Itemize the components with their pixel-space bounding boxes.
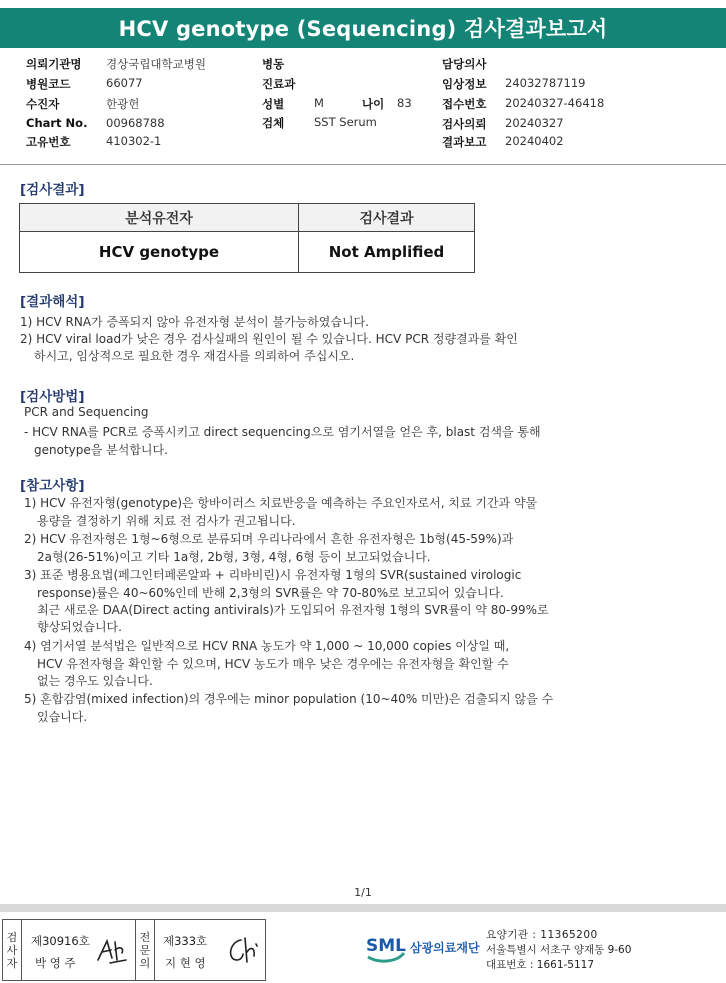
interpretation-line: 2) HCV viral load가 낮은 경우 검사실패의 원인이 될 수 있습니다. HCV PCR 정량결과를 확인 (20, 332, 518, 346)
header-label-specimen: 검체 (262, 116, 285, 130)
method-line: - HCV RNA를 PCR로 증폭시키고 direct sequencing으로 염기서열을 얻은 후, blast 검색을 통해 (24, 425, 541, 439)
reference-line: HCV 유전자형을 확인할 수 있으며, HCV 농도가 매우 낮은 경우에는 유전자형을 확인할 수 (37, 657, 509, 671)
reference-line: 2) HCV 유전자형은 1형~6형으로 분류되며 우리나라에서 흔한 유전자형은 1b형(45-59%)과 (24, 532, 514, 546)
page-number: 1/1 (354, 886, 372, 899)
reference-line: 용량을 결정하기 위해 치료 전 검사가 권고됩니다. (37, 514, 296, 528)
patient-info-header (0, 52, 726, 160)
specialist-label-text: 전 문 의 (139, 930, 151, 970)
reference-line: 3) 표준 병용요법(페그인터페론알파 + 리바비린)시 유전자형 1형의 SVR(sustained virologic (24, 568, 522, 582)
tester-name: 박 영 주 (35, 956, 76, 970)
reference-line: 최근 새로운 DAA(Direct acting antivirals)가 도입되어 유전자형 1형의 SVR률이 약 80-99%로 (37, 603, 549, 617)
reference-line: 없는 경우도 있습니다. (37, 674, 153, 688)
signature-box (2, 919, 266, 981)
header-label-request-date: 검사의뢰 (442, 117, 487, 131)
reference-line: 4) 염기서열 분석법은 일반적으로 HCV RNA 농도가 약 1,000 ~ 10,000 copies 이상일 때, (24, 639, 510, 653)
tester-signature (95, 936, 129, 966)
header-label-age: 나이 (362, 97, 385, 111)
address: 서울특별시 서초구 양재동 9-60 (486, 944, 632, 956)
tester-label-text: 검 사 자 (6, 930, 18, 970)
reference-line: 5) 혼합감염(mixed infection)의 경우에는 minor population (10~40% 미만)은 검출되지 않을 수 (24, 692, 554, 706)
specialist-license: 제333호 (163, 934, 208, 948)
header-label-receipt-no: 접수번호 (442, 97, 487, 111)
header-label-doctor: 담당의사 (442, 57, 487, 71)
result-col-result-header: 검사결과 (299, 204, 475, 232)
header-value-chart-no: 00968788 (106, 116, 165, 130)
header-value-specimen: SST Serum (314, 115, 377, 129)
header-value-report-date: 20240402 (505, 134, 564, 148)
method-line: genotype을 분석합니다. (34, 443, 168, 457)
header-label-sex: 성별 (262, 97, 285, 111)
header-label-ward: 병동 (262, 57, 285, 71)
header-label-patient: 수진자 (26, 97, 60, 111)
header-label-institution: 의뢰기관명 (26, 57, 82, 71)
org-name: 삼광의료재단 (410, 941, 480, 955)
header-value-sex: M (314, 96, 324, 110)
report-title: HCV genotype (Sequencing) 검사결과보고서 (0, 8, 726, 48)
footer-divider (0, 904, 726, 912)
logo-text: SML (366, 936, 406, 956)
result-heading: [검사결과] (20, 182, 85, 198)
result-gene-cell: HCV genotype (20, 232, 299, 273)
header-value-age: 83 (397, 96, 412, 110)
result-col-gene-header: 분석유전자 (20, 204, 299, 232)
reference-line: response)률은 40~60%인데 반해 2,3형의 SVR률은 약 70-80%로 보고되어 있습니다. (37, 586, 504, 600)
sml-logo-icon (364, 927, 408, 965)
header-value-clinical-info: 24032787119 (505, 76, 586, 90)
method-heading: [검사방법] (20, 389, 85, 405)
header-value-request-date: 20240327 (505, 116, 564, 130)
report-footer (0, 914, 726, 983)
specialist-name: 지 현 영 (165, 956, 206, 970)
result-table (19, 203, 475, 273)
header-value-hospital-code: 66077 (106, 76, 143, 90)
header-label-report-date: 결과보고 (442, 135, 487, 149)
phone: 대표번호 : 1661-5117 (486, 959, 595, 971)
header-value-institution: 경상국립대학교병원 (106, 57, 206, 71)
reference-line: 있습니다. (37, 710, 88, 724)
header-divider (0, 164, 726, 165)
reference-heading: [참고사항] (20, 478, 85, 494)
result-value-cell: Not Amplified (299, 232, 475, 273)
interpretation-line: 1) HCV RNA가 증폭되지 않아 유전자형 분석이 불가능하였습니다. (20, 315, 369, 329)
specialist-signature (223, 934, 261, 968)
header-value-unique-no: 410302-1 (106, 134, 162, 148)
header-label-clinical-info: 임상정보 (442, 77, 487, 91)
specialist-label (135, 920, 155, 980)
reference-line: 2a형(26-51%)이고 기타 1a형, 2b형, 3형, 4형, 6형 등이 보고되었습니다. (37, 550, 431, 564)
tester-license: 제30916호 (31, 934, 90, 948)
header-label-department: 진료과 (262, 77, 296, 91)
header-label-chart-no: Chart No. (26, 116, 88, 130)
header-label-hospital-code: 병원코드 (26, 77, 71, 91)
interpretation-heading: [결과해석] (20, 294, 85, 310)
header-value-patient: 한광헌 (106, 97, 140, 111)
method-line: PCR and Sequencing (24, 405, 149, 419)
header-value-receipt-no: 20240327-46418 (505, 96, 605, 110)
care-code: 요양기관 : 11365200 (486, 929, 598, 941)
interpretation-line: 하시고, 임상적으로 필요한 경우 재검사를 의뢰하여 주십시오. (34, 349, 355, 363)
reference-line: 향상되었습니다. (37, 620, 122, 634)
reference-line: 1) HCV 유전자형(genotype)은 항바이러스 치료반응을 예측하는 주요인자로서, 치료 기간과 약물 (24, 496, 538, 510)
tester-label (3, 920, 22, 980)
header-label-unique-no: 고유번호 (26, 135, 71, 149)
